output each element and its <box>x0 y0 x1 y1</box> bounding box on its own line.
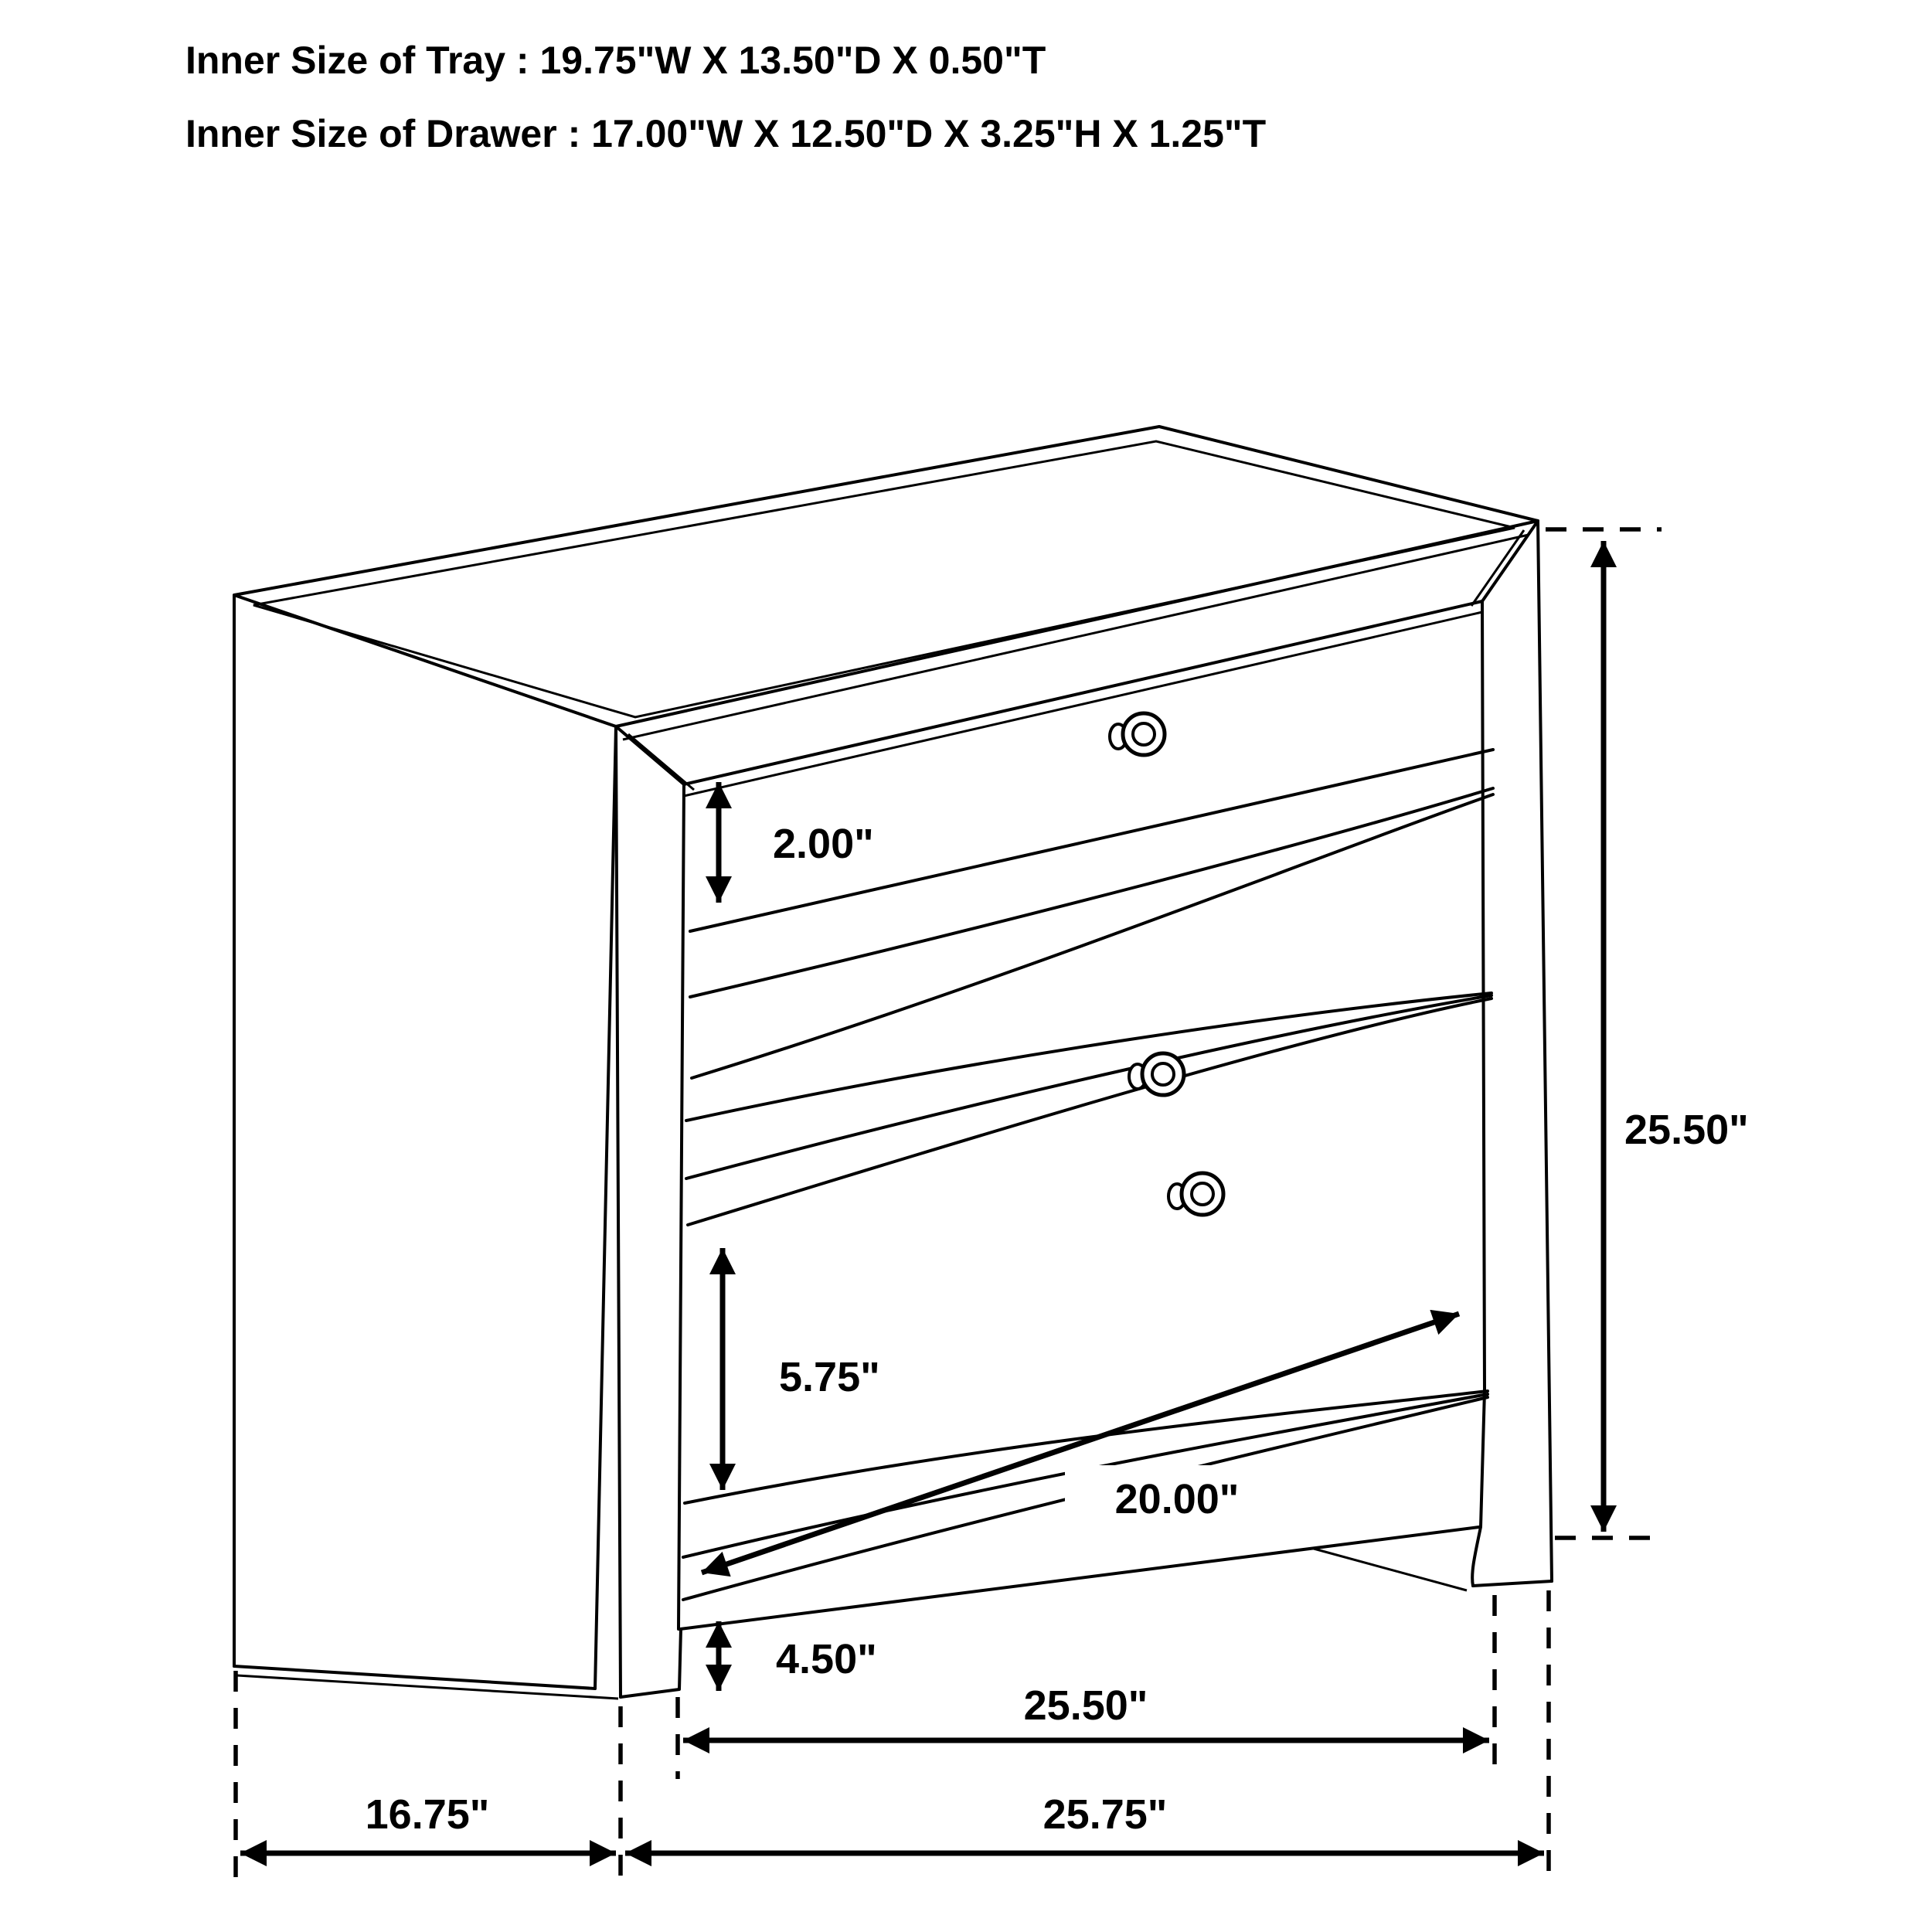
dim-drawer-width-label: 20.00" <box>1114 1476 1240 1522</box>
dim-overall-width-label: 25.75" <box>1043 1791 1168 1838</box>
lower-drawer-knob-icon <box>1168 1173 1223 1215</box>
header-tray-size-text: Inner Size of Tray : 19.75"W X 13.50"D X 0.50"T <box>185 39 1046 82</box>
dim-drawer-width <box>702 1314 1459 1573</box>
dim-front-width-label: 25.50" <box>1023 1682 1148 1729</box>
dim-overall-height-label: 25.50" <box>1624 1107 1749 1153</box>
dim-depth-label: 16.75" <box>365 1791 490 1838</box>
dim-leg-height <box>719 1621 877 1691</box>
header <box>185 39 1266 155</box>
tray-knob-icon <box>1110 713 1165 755</box>
upper-drawer-knob-icon <box>1129 1053 1184 1095</box>
middle-drawer-lip <box>686 993 1492 1225</box>
header-drawer-size-text: Inner Size of Drawer : 17.00"W X 12.50"D X 3.25"H X 1.25"T <box>185 112 1267 155</box>
dim-tray-height <box>719 782 874 903</box>
dim-overall-height <box>1546 529 1749 1538</box>
dim-front-width <box>678 1595 1495 1779</box>
top-face <box>234 427 1538 740</box>
dimension-annotations <box>236 529 1749 1886</box>
side-panel <box>234 595 618 1699</box>
dim-leg-height-label: 4.50" <box>776 1636 877 1682</box>
dim-tray-height-label: 2.00" <box>773 821 874 867</box>
dim-drawer-height-label: 5.75" <box>779 1354 880 1400</box>
dim-drawer-height <box>723 1248 880 1490</box>
